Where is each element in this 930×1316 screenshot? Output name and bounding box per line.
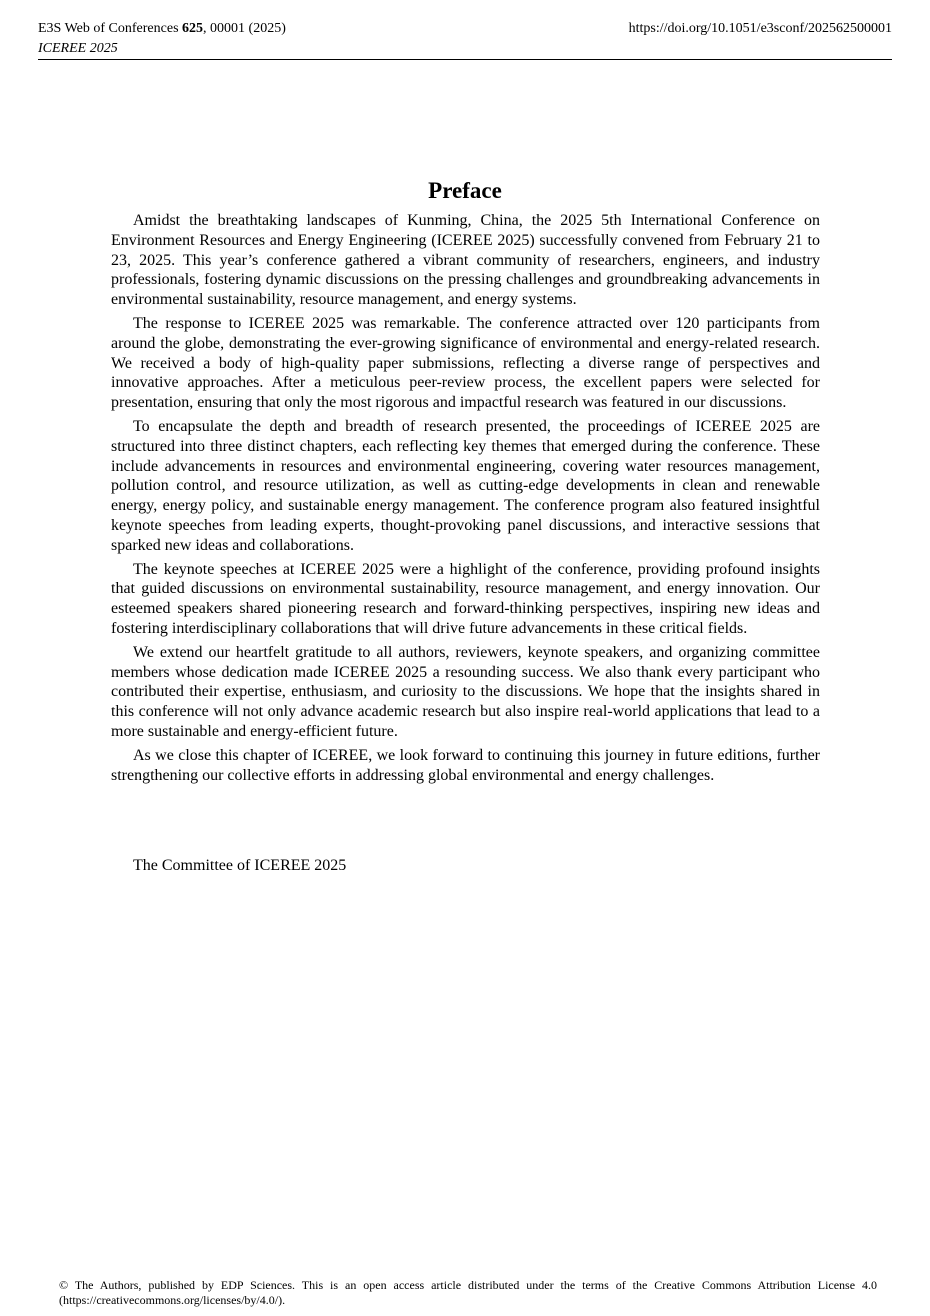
page-title: Preface	[428, 178, 502, 203]
journal-name: E3S Web of Conferences	[38, 21, 183, 36]
signature: The Committee of ICEREE 2025	[133, 857, 347, 874]
article-number-year: , 00001 (2025)	[203, 21, 286, 36]
paragraph: To encapsulate the depth and breadth of research presented, the proceedings of ICEREE 2025 are structured into three distinct chapters, each reflecting key themes that emerged during the conference. These include advancements in resources and environmental engineering, covering water resources management, pollution control, and resource utilization, as well as cutting-edge developments in clean and renewable energy, energy policy, and sustainable energy management. The conference program also featured insightful keynote speeches from leading experts, thought-provoking panel discussions, and interactive sessions that sparked new ideas and collaborations.	[111, 417, 820, 554]
paragraph: As we close this chapter of ICEREE, we look forward to continuing this journey in future editions, further strengthening our collective efforts in addressing global environmental and energy challenges.	[111, 746, 820, 784]
conference-name: ICEREE 2025	[38, 41, 118, 56]
doi-link[interactable]: https://doi.org/10.1051/e3sconf/202562500001	[628, 21, 892, 36]
article-body	[111, 211, 820, 789]
journal-citation	[38, 19, 286, 38]
license-url[interactable]: (https://creativecommons.org/licenses/by/4.0/).	[59, 1293, 286, 1307]
license-footer	[59, 1278, 877, 1308]
page-header	[38, 19, 892, 60]
paragraph: We extend our heartfelt gratitude to all authors, reviewers, keynote speakers, and organizing committee members whose dedication made ICEREE 2025 a resounding success. We also thank every participant who contributed their expertise, enthusiasm, and curiosity to the discussions. We hope that the insights shared in this conference will not only advance academic research but also inspire real-world applications that lead to a more sustainable and energy-efficient future.	[111, 643, 820, 740]
paragraph: Amidst the breathtaking landscapes of Kunming, China, the 2025 5th International Conference on Environment Resources and Energy Engineering (ICEREE 2025) successfully convened from February 21 to 23, 2025. This year’s conference gathered a vibrant community of researchers, engineers, and industry professionals, fostering dynamic discussions on the pressing challenges and groundbreaking advancements in environmental sustainability, resource management, and energy systems.	[111, 212, 820, 309]
volume-number: 625	[182, 21, 204, 36]
paragraph: The keynote speeches at ICEREE 2025 were a highlight of the conference, providing profound insights that guided discussions on environmental sustainability, resource management, and energy innovation. Our esteemed speakers shared pioneering research and forward-thinking perspectives, inspiring new ideas and fostering interdisciplinary collaborations that will drive future advancements in these critical fields.	[111, 560, 820, 637]
paragraph: The response to ICEREE 2025 was remarkable. The conference attracted over 120 participants from around the globe, demonstrating the ever-growing significance of environmental and energy-related research. We received a body of high-quality paper submissions, reflecting a diverse range of perspectives and innovative approaches. After a meticulous peer-review process, the excellent papers were selected for presentation, ensuring that only the most rigorous and impactful research was featured in our discussions.	[111, 314, 820, 412]
license-text: © The Authors, published by EDP Sciences. This is an open access article distributed under the terms of the Creative Commons Attribution License 4.0	[59, 1278, 877, 1292]
